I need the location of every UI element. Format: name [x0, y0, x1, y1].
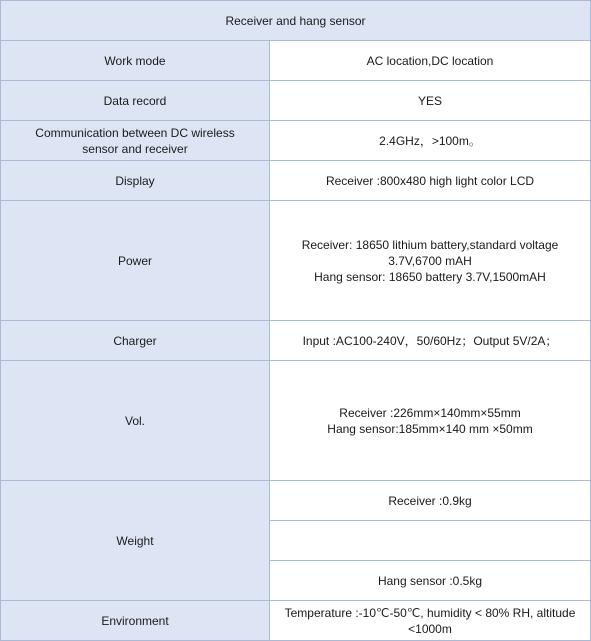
power-value-line-1: Receiver: 18650 lithium battery,standard voltage	[301, 237, 559, 252]
row-label-display: Display	[1, 161, 270, 201]
table-row	[1, 81, 591, 121]
environment-value-line-1: Temperature :-10℃-50℃, humidity < 80% RH, altitude	[284, 605, 576, 620]
communication-label-line-1: Communication between DC wireless	[35, 125, 235, 140]
row-value-power	[270, 201, 591, 321]
vol-value-line-1: Receiver :226mm×140mm×55mm	[339, 405, 521, 420]
row-label-weight: Weight	[1, 481, 270, 601]
power-value-line-3: Hang sensor: 18650 battery 3.7V,1500mAH	[314, 269, 546, 284]
table-header-row	[1, 1, 591, 41]
row-value-communication: 2.4GHz，>100m。	[270, 121, 591, 161]
row-label-vol: Vol.	[1, 361, 270, 481]
row-label-charger: Charger	[1, 321, 270, 361]
table-row	[1, 321, 591, 361]
table-row	[1, 201, 591, 321]
row-value-display: Receiver :800x480 high light color LCD	[270, 161, 591, 201]
row-value-weight-hang-sensor: Hang sensor :0.5kg	[270, 561, 591, 601]
row-label-work-mode: Work mode	[1, 41, 270, 81]
row-value-weight-blank	[270, 521, 591, 561]
environment-value-line-2: <1000m	[408, 621, 452, 636]
table-row	[1, 161, 591, 201]
row-value-data-record: YES	[270, 81, 591, 121]
row-label-communication	[1, 121, 270, 161]
table-row	[1, 601, 591, 641]
table-title: Receiver and hang sensor	[1, 1, 591, 41]
table-row	[1, 121, 591, 161]
row-label-data-record: Data record	[1, 81, 270, 121]
row-label-environment: Environment	[1, 601, 270, 641]
vol-value-line-2: Hang sensor:185mm×140 mm ×50mm	[327, 421, 533, 436]
power-value-line-2: 3.7V,6700 mAH	[388, 253, 472, 268]
row-value-environment	[270, 601, 591, 641]
row-value-vol	[270, 361, 591, 481]
row-value-charger: Input :AC100-240V，50/60Hz；Output 5V/2A；	[270, 321, 591, 361]
communication-label-line-2: sensor and receiver	[82, 141, 188, 156]
table-row	[1, 41, 591, 81]
row-label-power: Power	[1, 201, 270, 321]
row-value-work-mode: AC location,DC location	[270, 41, 591, 81]
table-row	[1, 481, 591, 521]
row-value-weight-receiver: Receiver :0.9kg	[270, 481, 591, 521]
table-row	[1, 361, 591, 481]
